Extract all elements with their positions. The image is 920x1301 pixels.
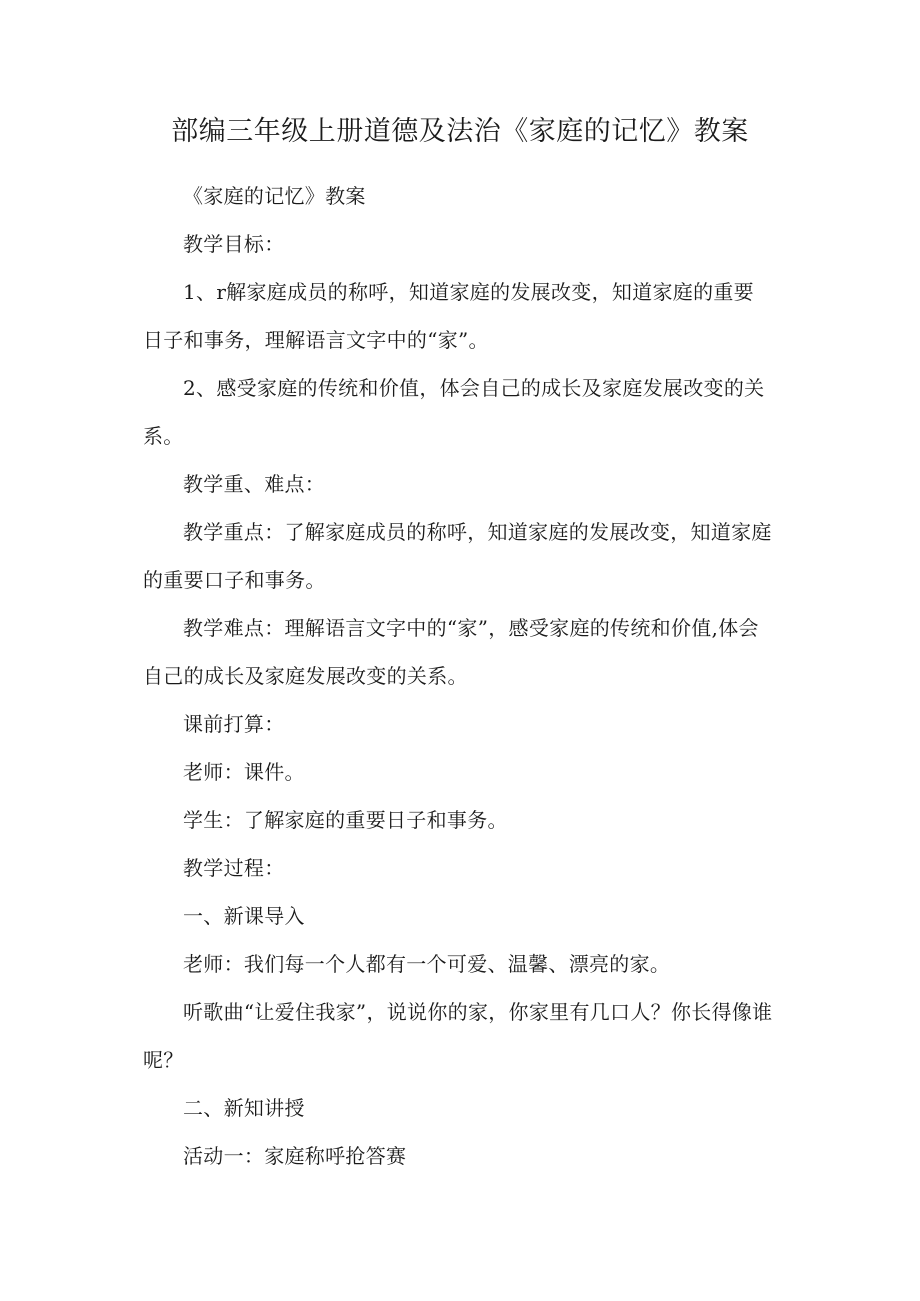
paragraph-key-points-heading: 教学重、难点： bbox=[183, 472, 326, 496]
paragraph-student-prep: 学生：了解家庭的重要日子和事务。 bbox=[183, 808, 508, 832]
paragraph-lesson-name: 《家庭的记忆》教案 bbox=[183, 184, 366, 208]
paragraph-preparation-heading: 课前打算： bbox=[183, 712, 285, 736]
paragraph-difficult-point: 教学难点：理解语言文字中的“家”，感受家庭的传统和价值,体会自己的成长及家庭发展改变的关系。 bbox=[143, 616, 759, 688]
paragraph-section-1: 一、新课导入 bbox=[183, 904, 305, 928]
paragraph-teacher-prep: 老师：课件。 bbox=[183, 760, 305, 784]
paragraph-teacher-intro: 老师：我们每一个人都有一个可爱、温馨、漂亮的家。 bbox=[183, 952, 671, 976]
paragraph-objective-1: 1、r解家庭成员的称呼，知道家庭的发展改变，知道家庭的重要日子和事务，理解语言文字中的“家”。 bbox=[143, 280, 754, 352]
paragraph-song-question: 听歌曲“让爱住我家”，说说你的家，你家里有几口人？你长得像谁呢？ bbox=[143, 1000, 773, 1072]
paragraph-process-heading: 教学过程： bbox=[183, 856, 285, 880]
document-body bbox=[143, 172, 773, 1180]
paragraph-section-2: 二、新知讲授 bbox=[183, 1096, 305, 1120]
paragraph-key-point: 教学重点：了解家庭成员的称呼，知道家庭的发展改变，知道家庭的重要口子和事务。 bbox=[143, 520, 772, 592]
paragraph-objective-2: 2、感受家庭的传统和价值，体会自己的成长及家庭发展改变的关系。 bbox=[143, 376, 765, 448]
paragraph-objectives-heading: 教学目标： bbox=[183, 232, 285, 256]
document-title: 部编三年级上册道德及法治《家庭的记忆》教案 bbox=[171, 116, 749, 147]
paragraph-activity-1: 活动一：家庭称呼抢答赛 bbox=[183, 1144, 407, 1168]
